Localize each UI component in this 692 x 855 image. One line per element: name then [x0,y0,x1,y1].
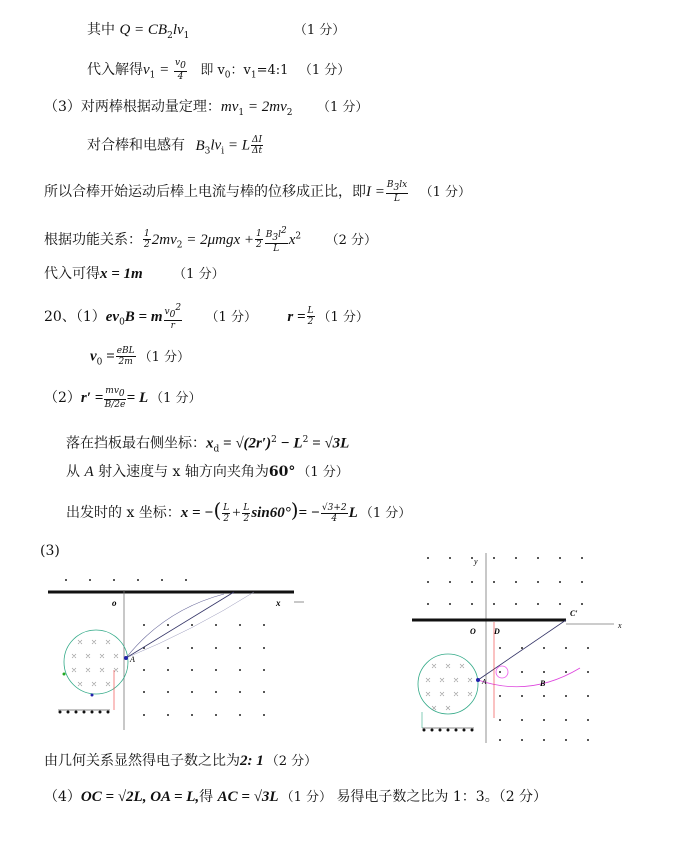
score: （1 分） [138,349,191,365]
line-6: 根据功能关系： $\frac{1}{2}$ $2mv_2 = 2\mu mgx$ + $\frac{1}{2}$ $\frac{B_3l^2}{L}$ $x^2$ （2 分） [44,226,377,254]
point-a-label: A [130,655,135,664]
fraction: $\frac{v_0}{4}$ [175,58,186,82]
text: A [84,464,94,480]
text: 20、（1） [44,308,106,325]
text: 其中 [87,22,115,38]
text: =4:1 [256,62,289,78]
score: （1 分） [316,100,369,115]
point-a-label: A [482,678,487,686]
subscript: 1 [149,70,156,81]
equation: 2: 1 [240,753,264,769]
text: 由几何关系显然得电子数之比为 [44,753,240,769]
line-15 [44,751,317,772]
fraction: $\frac{B_3lx}{L}$ [386,180,408,204]
equation: OC = √2L, OA = L, [80,789,200,805]
equation: x = − [180,505,214,521]
score: （1 分） [297,465,349,480]
point-b-label: B [540,679,546,688]
y-axis-label: y [474,557,478,566]
equation: I = [366,183,385,200]
line-3: （3）对两棒根据动量定理：$mv_1 = 2mv_2$ （1 分） [44,99,369,118]
equation: − L [276,435,303,452]
equation: B = m [124,308,163,325]
score: （1 分） [298,62,351,78]
text: （3）对两棒根据动量定理： [44,99,221,115]
equation: = √(2r′) [219,435,272,452]
line-7 [44,264,225,285]
fraction: $\frac{\Delta I}{\Delta t}$ [252,135,263,156]
fraction: $\frac{1}{2}$ [144,229,150,251]
equation: x = 1m [100,266,143,282]
subscript: 1 [183,30,190,41]
line-2: 代入解得$v_1$ = $\frac{v_0}{4}$ 即 $v_0$：$v_1=4:1$ （1 分） [87,58,351,82]
equation: = 2mv [244,99,287,115]
line-5 [44,180,471,204]
line-10: （2）r′ = $\frac{mv_0}{B/2e}$ = L （1 分） [44,386,202,410]
equation: v [90,348,97,365]
equation: AC = √3L [217,789,279,805]
line-13: 出发时的 x 坐标：x = −( $\frac{L}{2}$ + $\frac{L}{2}$ sin60°)= − $\frac{√3+2}{4}$ L （1 分） [66,498,412,524]
equation: = − [298,505,320,521]
text: 代入可得 [44,266,100,282]
line-9: $v_0$ = $\frac{\text{eBL}}{2m}$ （1 分） [90,346,191,368]
x-axis-label: x [276,598,281,608]
score: （1 分） [317,309,369,325]
score: （1 分） [419,184,472,200]
text: 易得电子数之比为 1：3。（2 分） [336,789,548,805]
text: 轴方向夹角为 [184,464,269,480]
text: 即 v [200,62,225,78]
equation: = [102,348,115,365]
text: 得 [199,789,214,805]
equation: x [288,231,296,248]
equation: 2mv [151,231,177,248]
equation: L [348,505,358,521]
score: （1 分） [280,790,332,805]
text: 根据功能关系： [44,231,142,248]
text: 出发时的 x 坐标： [66,505,181,521]
equation: x [206,435,214,452]
equation: = 2μmgx + [182,231,254,248]
origin-label: o [112,598,117,608]
point-c-label: C′ [570,609,578,618]
equation: = L [224,137,251,154]
subscript: 2 [167,30,173,41]
equation: Q = CB [119,22,168,38]
equation: = √3L [308,435,350,452]
left-figure [44,570,304,730]
equation: mv [220,99,239,115]
line-4: 对合棒和电感有 $B_3lv_i = L$ $\frac{\Delta I}{\Delta t}$ [87,135,263,157]
text: 60° [268,464,296,480]
text: ：v [230,62,251,78]
line-12 [66,462,349,483]
score: （2 分） [325,232,377,248]
text: x [172,464,181,480]
text: 射入速度与 [98,464,169,480]
equation: lv [210,137,222,154]
equation: lv [172,22,184,38]
equation: sin60° [251,505,291,521]
text: (3) [40,543,60,559]
score: （1 分） [150,390,202,406]
text: 所以合棒开始运动后棒上电流与棒的位移成正比，即 [44,183,366,200]
right-figure [410,548,630,748]
equation: r′ = [80,389,104,406]
score: （1 分） [293,23,346,38]
line-16 [44,787,547,808]
origin-label: O [470,627,476,636]
score: （2 分） [265,754,318,769]
score: （1 分） [173,267,225,282]
text: 落在挡板最右侧坐标： [66,435,206,452]
text: （2） [44,389,81,406]
equation: v [143,61,150,78]
line-14 [40,541,60,561]
text: 对合棒和电感有 [87,137,185,154]
equation: r = [287,308,306,325]
score: （1 分） [359,506,412,521]
score: （1 分） [205,309,257,325]
equation: = L [126,389,149,406]
text: 代入解得 [87,61,143,78]
line-8: 20、$(1)ev_0B = m$ $\frac{v_0^2}{r}$ （1 分） r = $\frac{L}{2}$ （1 分） [44,303,369,331]
line-11: 落在挡板最右侧坐标：$x_d = √(2r')^2 - L^2 = √3L$ [66,435,350,455]
x-axis-label: x [618,621,622,630]
equation: B [195,137,205,154]
text: 从 [66,464,80,480]
point-d-label: D [494,627,500,636]
line-1 [87,20,345,46]
text: （4） [44,789,81,805]
equation: ev [105,308,120,325]
